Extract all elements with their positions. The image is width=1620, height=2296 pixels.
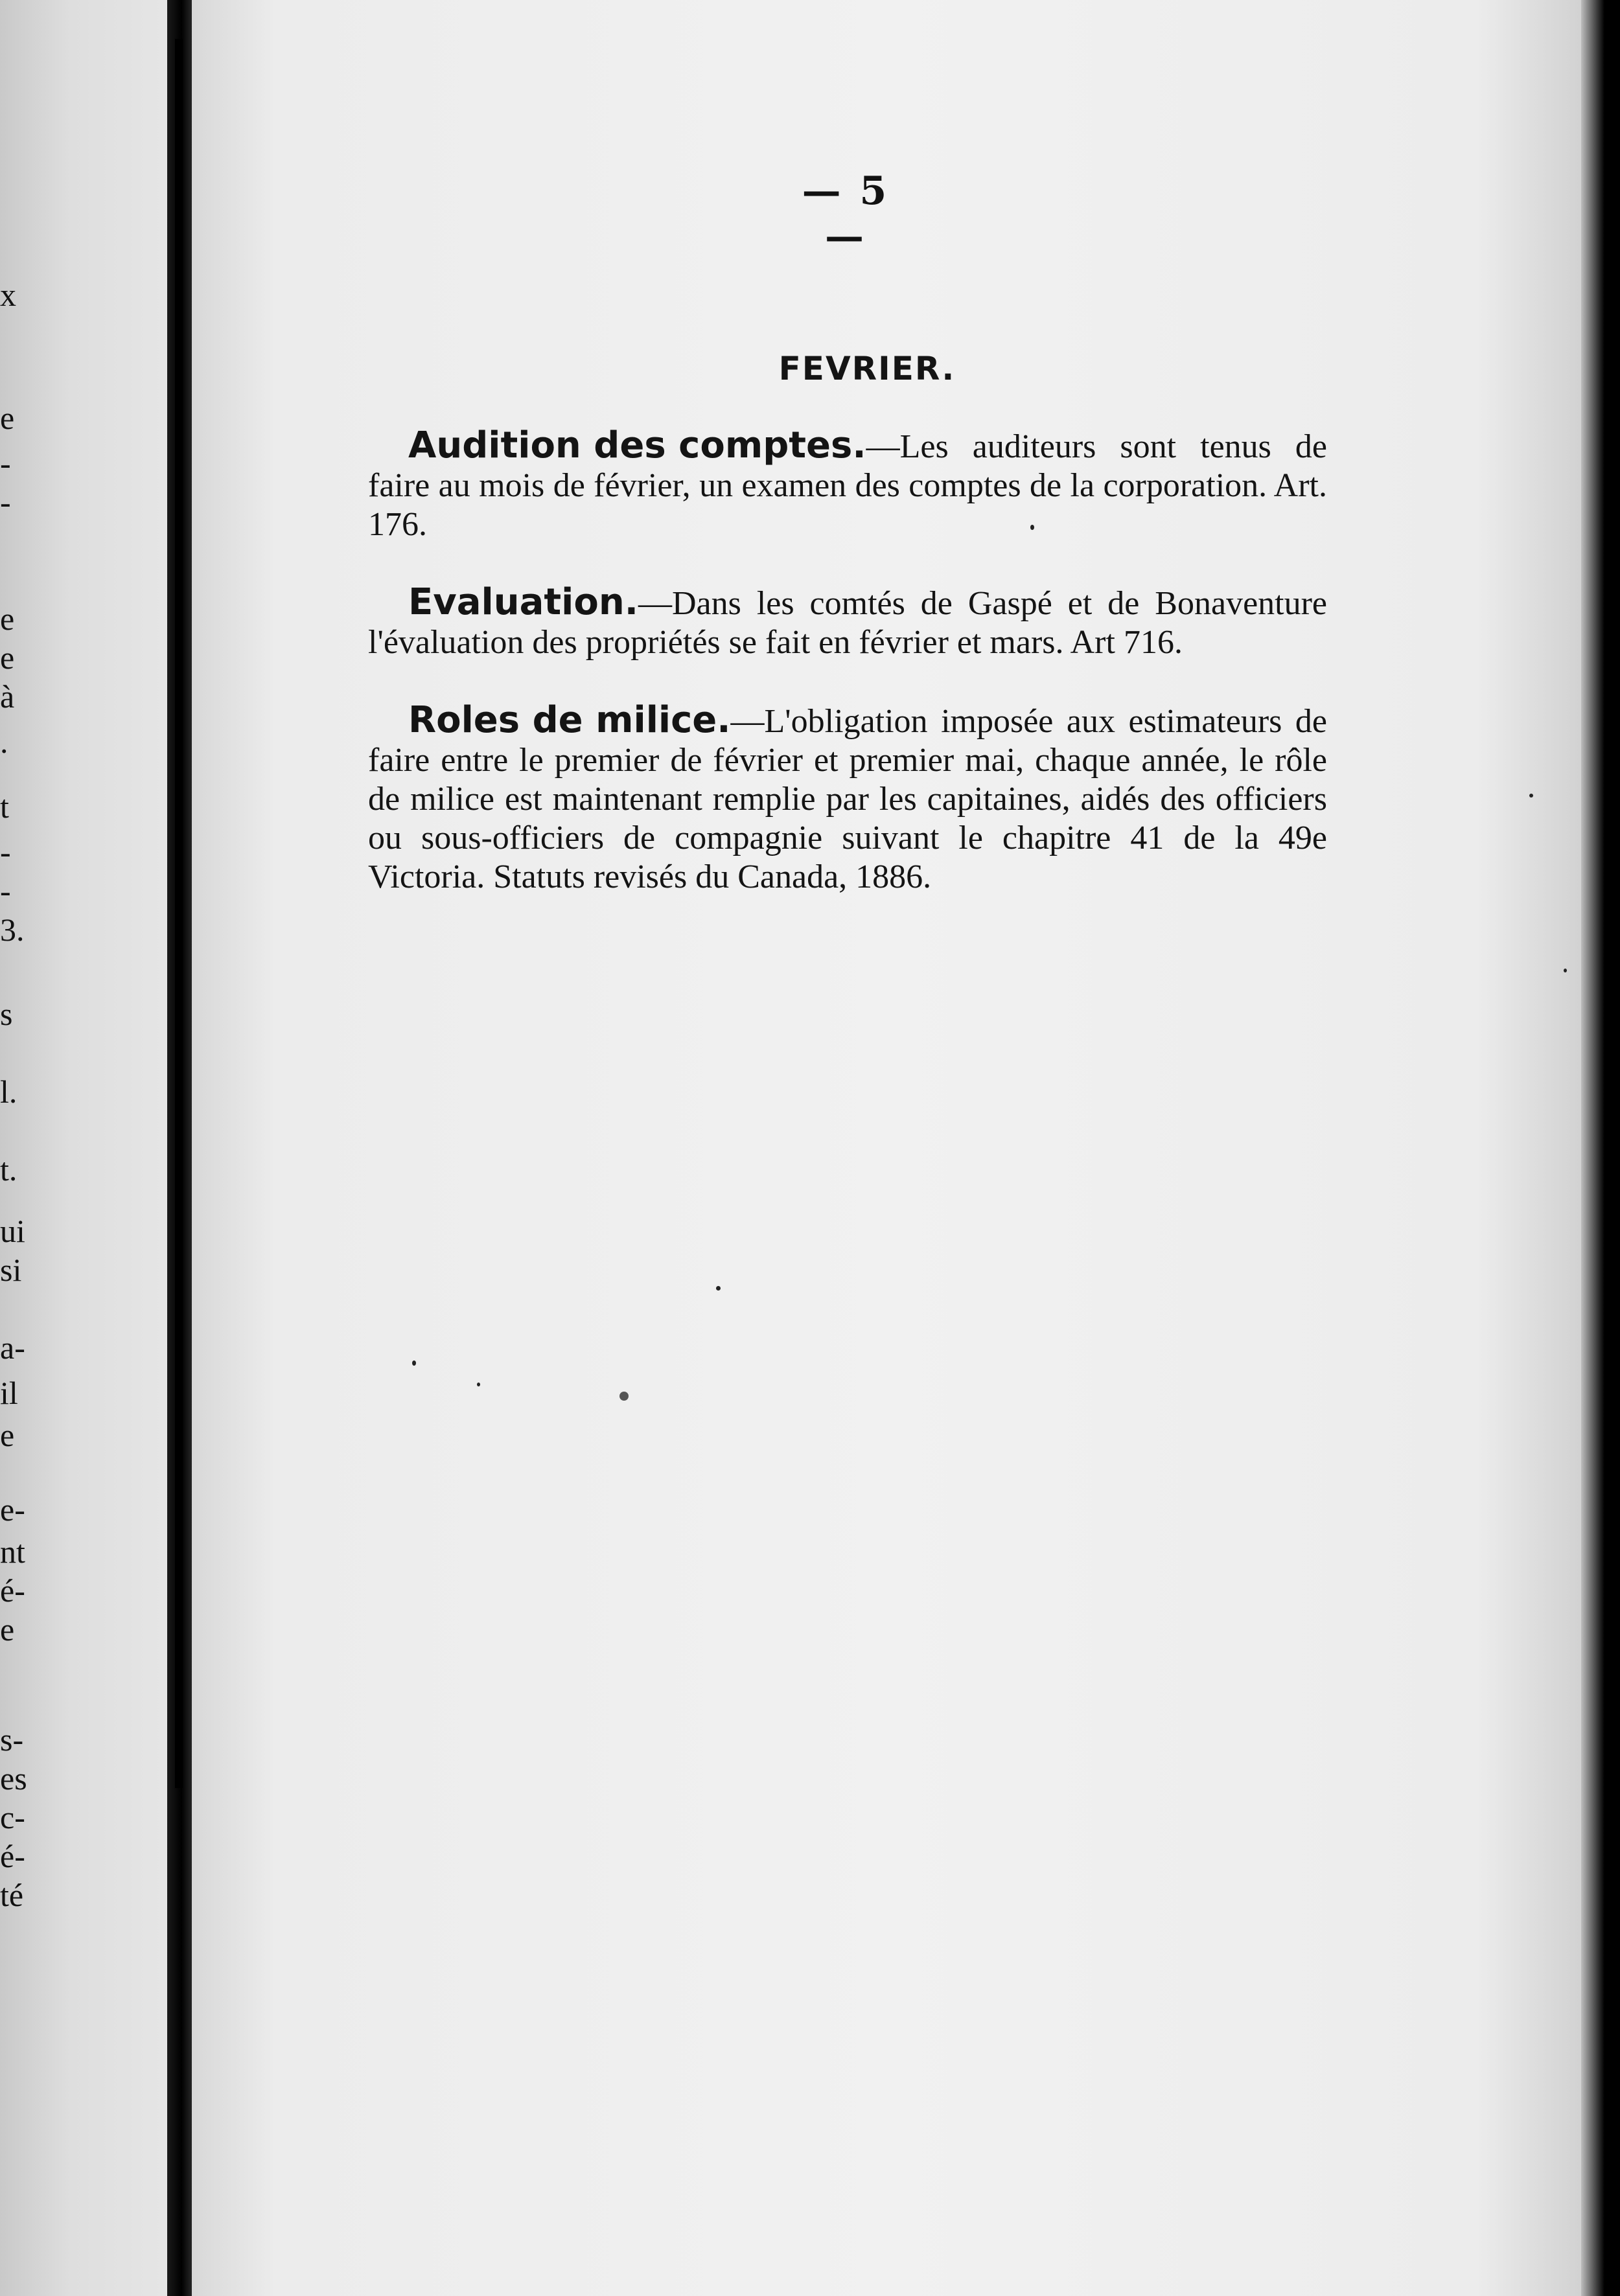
- previous-page-text-fragment: .: [0, 724, 8, 760]
- page-content: [368, 350, 1327, 936]
- entry-audition: [368, 426, 1327, 544]
- previous-page-text-fragment: -: [0, 445, 11, 481]
- paper-speck: [412, 1360, 416, 1366]
- paper-speck: [477, 1383, 480, 1386]
- binding-line: [175, 39, 183, 1788]
- previous-page-edge: [0, 0, 176, 2296]
- page: [192, 0, 1588, 2296]
- previous-page-text-fragment: l.: [0, 1073, 17, 1110]
- previous-page-text-fragment: 3.: [0, 912, 25, 948]
- previous-page-text-fragment: e: [0, 400, 15, 436]
- previous-page-text-fragment: s-: [0, 1721, 24, 1758]
- entry-lead: Roles de milice.: [408, 699, 731, 741]
- entry-lead: Audition des comptes.: [408, 424, 866, 466]
- previous-page-text-fragment: e: [0, 639, 15, 676]
- previous-page-text-fragment: s: [0, 996, 13, 1032]
- previous-page-text-fragment: -: [0, 873, 11, 909]
- previous-page-text-fragment: e: [0, 1417, 15, 1453]
- previous-page-text-fragment: t.: [0, 1151, 17, 1188]
- previous-page-text-fragment: é-: [0, 1838, 25, 1874]
- previous-page-text-fragment: a-: [0, 1329, 25, 1366]
- page-edge-right: [1581, 0, 1620, 2296]
- entry-roles-de-milice: [368, 701, 1327, 897]
- previous-page-text-fragment: ui: [0, 1213, 25, 1249]
- previous-page-text-fragment: es: [0, 1760, 27, 1797]
- previous-page-text-fragment: e: [0, 1611, 15, 1647]
- paper-speck: [716, 1286, 721, 1291]
- entry-evaluation: [368, 583, 1327, 662]
- paper-speck: [1564, 969, 1567, 972]
- previous-page-text-fragment: -: [0, 484, 11, 520]
- paper-speck: [1030, 525, 1034, 530]
- paper-speck: [619, 1392, 629, 1401]
- previous-page-text-fragment: é-: [0, 1572, 25, 1609]
- previous-page-text-fragment: il: [0, 1375, 18, 1411]
- entry-text: —Dans les comtés de Gaspé et de Bonaventure l'évaluation des propriétés se fait en février et mars. Art 716.: [368, 585, 1327, 661]
- previous-page-text-fragment: e-: [0, 1491, 25, 1528]
- entry-text: —Les auditeurs sont tenus de faire au mois de février, un examen des comptes de la corporation. Art. 176.: [368, 428, 1327, 543]
- page-number: — 5 —: [802, 168, 890, 259]
- entry-text: —L'obligation imposée aux estimateurs de faire entre le premier de février et premier mai, chaque année, le rôle de milice est maintenant remplie par les capitaines, aidés des officiers ou sous-officiers de compagnie suivant le chapitre 41 de la 49e Victoria. Statuts revisés du Canada, 1886.: [368, 703, 1327, 895]
- entry-lead: Evaluation.: [408, 581, 638, 623]
- previous-page-text-fragment: à: [0, 678, 15, 715]
- month-heading: FEVRIER.: [778, 350, 956, 387]
- previous-page-text-fragment: nt: [0, 1533, 25, 1570]
- previous-page-text-fragment: e: [0, 601, 15, 637]
- previous-page-text-fragment: x: [0, 277, 16, 313]
- previous-page-text-fragment: si: [0, 1252, 22, 1288]
- previous-page-text-fragment: té: [0, 1877, 24, 1913]
- previous-page-text-fragment: c-: [0, 1799, 25, 1835]
- previous-page-text-fragment: t: [0, 788, 9, 825]
- paper-speck: [1529, 794, 1533, 798]
- previous-page-text-fragment: -: [0, 834, 11, 870]
